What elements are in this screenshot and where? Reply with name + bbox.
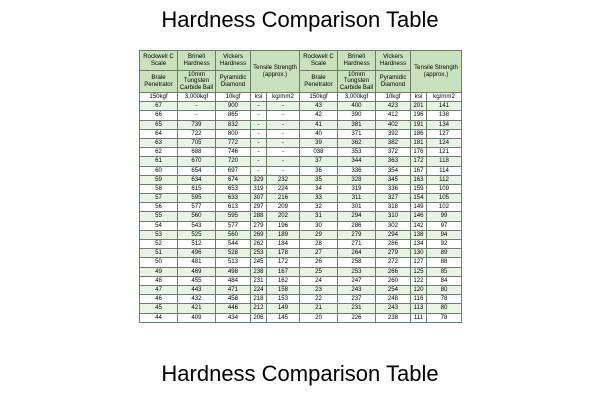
table-cell: 35 [300, 175, 338, 184]
table-cell: 121 [427, 148, 462, 157]
table-cell: 181 [411, 138, 427, 147]
table-row [140, 276, 462, 285]
table-cell: 412 [376, 111, 411, 120]
table-cell: 47 [140, 285, 178, 294]
table-cell: 78 [427, 313, 462, 322]
table-cell: 498 [216, 267, 251, 276]
table-cell: 22 [300, 295, 338, 304]
table-cell: 60 [140, 166, 178, 175]
table-cell: 55 [140, 212, 178, 221]
table-cell: 353 [338, 148, 376, 157]
table-cell: 163 [411, 175, 427, 184]
table-cell: 141 [427, 102, 462, 111]
table-body [140, 93, 462, 323]
table-cell: 484 [216, 276, 251, 285]
table-cell: 149 [267, 304, 300, 313]
table-cell: 302 [376, 221, 411, 230]
table-cell: 124 [427, 138, 462, 147]
table-cell: 336 [338, 166, 376, 175]
table-cell: 67 [140, 102, 178, 111]
table-cell: 670 [178, 157, 216, 166]
header-vickers-2: Vickers Hardness [376, 51, 411, 71]
header-tensile: Tensile Strength (approx.) [251, 51, 300, 93]
table-cell: 63 [140, 138, 178, 147]
table-cell: 363 [376, 157, 411, 166]
table-cell: 109 [427, 184, 462, 193]
table-cell: 59 [140, 175, 178, 184]
table-row [140, 285, 462, 294]
table-cell: 238 [251, 267, 267, 276]
table-row [140, 203, 462, 212]
table-cell: 167 [411, 166, 427, 175]
table-cell: 23 [300, 285, 338, 294]
header-rockwell: Rockwell C Scale [140, 51, 178, 71]
table-cell: 253 [251, 249, 267, 258]
header-ball-2: 10mm Tungsten Carbide Ball [338, 71, 376, 93]
table-cell: 209 [267, 203, 300, 212]
table-cell: 865 [216, 111, 251, 120]
table-cell: 253 [338, 267, 376, 276]
table-cell: 118 [427, 157, 462, 166]
table-cell: 722 [178, 129, 216, 138]
unit-cell: kg/mm2 [267, 93, 300, 102]
unit-cell: 3,000kgf [338, 93, 376, 102]
table-cell: 262 [251, 240, 267, 249]
table-cell: 513 [216, 258, 251, 267]
table-cell: 297 [251, 203, 267, 212]
table-cell: 36 [300, 166, 338, 175]
table-cell: 243 [338, 285, 376, 294]
table-cell: 20 [300, 313, 338, 322]
table-cell: 49 [140, 267, 178, 276]
table-row [140, 230, 462, 239]
table-cell: 145 [267, 313, 300, 322]
table-row [140, 194, 462, 203]
table-cell: 528 [216, 249, 251, 258]
table-cell: 99 [427, 212, 462, 221]
table-cell: 134 [411, 240, 427, 249]
table-cell: 288 [251, 212, 267, 221]
table-cell: - [178, 111, 216, 120]
table-cell: 58 [140, 184, 178, 193]
table-cell: 41 [300, 120, 338, 129]
table-cell: 409 [178, 313, 216, 322]
table-cell: 371 [338, 129, 376, 138]
table-row [140, 249, 462, 258]
table-cell: 260 [376, 276, 411, 285]
table-cell: 138 [411, 230, 427, 239]
table-cell: 37 [300, 157, 338, 166]
table-cell: 560 [178, 212, 216, 221]
table-cell: 269 [251, 230, 267, 239]
table-cell: 294 [338, 212, 376, 221]
table-cell: - [267, 157, 300, 166]
table-cell: 27 [300, 249, 338, 258]
unit-cell: 10kgf [216, 93, 251, 102]
table-row [140, 120, 462, 129]
table-cell: 577 [178, 203, 216, 212]
table-cell: 327 [376, 194, 411, 203]
table-cell: 595 [216, 212, 251, 221]
table-cell: 159 [411, 184, 427, 193]
table-cell: 127 [427, 129, 462, 138]
table-cell: 45 [140, 304, 178, 313]
table-cell: 122 [411, 276, 427, 285]
table-cell: 382 [376, 138, 411, 147]
table-cell: - [251, 138, 267, 147]
table-cell: 186 [411, 129, 427, 138]
table-cell: 772 [216, 138, 251, 147]
table-cell: - [251, 111, 267, 120]
table-cell: 142 [411, 221, 427, 230]
table-cell: 42 [300, 111, 338, 120]
table-cell: 80 [427, 285, 462, 294]
unit-cell: ksi [251, 93, 267, 102]
table-row [140, 157, 462, 166]
table-cell: 279 [251, 221, 267, 230]
table-cell: 212 [251, 304, 267, 313]
table-cell: 34 [300, 184, 338, 193]
table-cell: 800 [216, 129, 251, 138]
table-cell: 232 [267, 175, 300, 184]
table-cell: 264 [338, 249, 376, 258]
table-row [140, 212, 462, 221]
table-cell: 390 [338, 111, 376, 120]
unit-cell: kg/mm2 [427, 93, 462, 102]
table-cell: 832 [216, 120, 251, 129]
table-cell: 688 [178, 148, 216, 157]
table-cell: 381 [338, 120, 376, 129]
table-cell: 125 [411, 267, 427, 276]
table-cell: 102 [427, 203, 462, 212]
table-cell: 446 [216, 304, 251, 313]
table-cell: 615 [178, 184, 216, 193]
table-cell: 258 [338, 258, 376, 267]
table-cell: 80 [427, 304, 462, 313]
table-cell: 172 [411, 157, 427, 166]
table-cell: - [267, 129, 300, 138]
table-cell: 279 [338, 230, 376, 239]
table-cell: 149 [411, 203, 427, 212]
table-row [140, 138, 462, 147]
table-cell: 105 [427, 194, 462, 203]
table-cell: 57 [140, 194, 178, 203]
unit-cell: 150kgf [300, 93, 338, 102]
table-row [140, 304, 462, 313]
table-cell: 206 [251, 313, 267, 322]
table-cell: 286 [338, 221, 376, 230]
table-row [140, 221, 462, 230]
table-cell: 481 [178, 258, 216, 267]
table-row [140, 102, 462, 111]
table-cell: 33 [300, 194, 338, 203]
table-cell: 52 [140, 240, 178, 249]
unit-cell: 3,000kgf [178, 93, 216, 102]
table-cell: 24 [300, 276, 338, 285]
table-row [140, 258, 462, 267]
table-cell: 201 [411, 102, 427, 111]
table-cell: 254 [376, 285, 411, 294]
table-cell: 89 [427, 249, 462, 258]
table-cell: 153 [267, 295, 300, 304]
table-cell: 311 [338, 194, 376, 203]
table-cell: 362 [338, 138, 376, 147]
table-cell: 44 [140, 313, 178, 322]
table-cell: 62 [140, 148, 178, 157]
table-cell: 900 [216, 102, 251, 111]
table-cell: 248 [376, 295, 411, 304]
table-cell: 25 [300, 267, 338, 276]
table-cell: 443 [178, 285, 216, 294]
header-brale-2: Brale Penetrator [300, 71, 338, 93]
table-cell: 61 [140, 157, 178, 166]
table-cell: 54 [140, 221, 178, 230]
table-cell: 112 [427, 175, 462, 184]
table-cell: 43 [300, 102, 338, 111]
table-cell: 654 [178, 166, 216, 175]
header-brinell-2: Brinell Hardness [338, 51, 376, 71]
table-cell: 319 [338, 184, 376, 193]
table-cell: 595 [178, 194, 216, 203]
table-cell: 231 [251, 276, 267, 285]
table-cell: 154 [411, 194, 427, 203]
table-cell: 272 [376, 258, 411, 267]
table-cell: 116 [411, 295, 427, 304]
table-cell: 56 [140, 203, 178, 212]
table-cell: 21 [300, 304, 338, 313]
table-cell: 224 [267, 184, 300, 193]
hardness-comparison-table [139, 50, 462, 323]
table-cell: 191 [411, 120, 427, 129]
table-cell: 328 [338, 175, 376, 184]
table-cell: - [251, 102, 267, 111]
table-cell: 674 [216, 175, 251, 184]
table-cell: 421 [178, 304, 216, 313]
table-cell: 113 [411, 304, 427, 313]
table-row [140, 184, 462, 193]
table-cell: 525 [178, 230, 216, 239]
table-cell: 26 [300, 258, 338, 267]
table-cell: 402 [376, 120, 411, 129]
table-cell: 202 [267, 212, 300, 221]
table-cell: 48 [140, 276, 178, 285]
table-cell: 28 [300, 240, 338, 249]
table-cell: - [251, 148, 267, 157]
table-cell: 633 [216, 194, 251, 203]
unit-cell: ksi [411, 93, 427, 102]
table-cell: 237 [338, 295, 376, 304]
table-cell: 50 [140, 258, 178, 267]
table-cell: 634 [178, 175, 216, 184]
table-cell: 120 [411, 285, 427, 294]
table-cell: 64 [140, 129, 178, 138]
header-diamond-2: Pyramidic Diamond [376, 71, 411, 93]
table-cell: 196 [411, 111, 427, 120]
table-cell: 40 [300, 129, 338, 138]
table-cell: 97 [427, 221, 462, 230]
table-cell: 469 [178, 267, 216, 276]
table-cell: 146 [411, 212, 427, 221]
table-cell: 286 [376, 240, 411, 249]
table-cell: 613 [216, 203, 251, 212]
table-cell: - [267, 148, 300, 157]
table-cell: 111 [411, 313, 427, 322]
table-cell: 247 [338, 276, 376, 285]
unit-cell: 150kgf [140, 93, 178, 102]
table-cell: 224 [251, 285, 267, 294]
table-cell: 344 [338, 157, 376, 166]
header-tensile-2: Tensile Strength (approx.) [411, 51, 462, 93]
table-cell: - [251, 166, 267, 175]
table-cell: 162 [267, 276, 300, 285]
table-cell: 560 [216, 230, 251, 239]
table-cell: 336 [376, 184, 411, 193]
table-cell: 432 [178, 295, 216, 304]
table-row [140, 295, 462, 304]
table-cell: 84 [427, 276, 462, 285]
table-cell: - [251, 129, 267, 138]
header-diamond: Pyramidic Diamond [216, 71, 251, 93]
table-cell: 434 [216, 313, 251, 322]
header-rockwell-2: Rockwell C Scale [300, 51, 338, 71]
table-cell: 329 [251, 175, 267, 184]
table-cell: 310 [376, 212, 411, 221]
header-vickers: Vickers Hardness [216, 51, 251, 71]
table-cell: 705 [178, 138, 216, 147]
table-header [140, 51, 462, 93]
table-cell: - [251, 120, 267, 129]
table-cell: 53 [140, 230, 178, 239]
table-cell: - [251, 157, 267, 166]
header-brale: Brale Penetrator [140, 71, 178, 93]
page-title-bottom: Hardness Comparison Table [161, 361, 439, 386]
table-cell: 32 [300, 203, 338, 212]
table-cell: 94 [427, 230, 462, 239]
table-cell: 134 [427, 120, 462, 129]
table-cell: 543 [178, 221, 216, 230]
units-row [140, 93, 462, 102]
table-cell: 78 [427, 295, 462, 304]
table-row [140, 175, 462, 184]
table-cell: 301 [338, 203, 376, 212]
table-cell: 196 [267, 221, 300, 230]
table-cell: 372 [376, 148, 411, 157]
table-cell: 423 [376, 102, 411, 111]
table-cell: - [267, 111, 300, 120]
table-row [140, 240, 462, 249]
unit-cell: 10kgf [376, 93, 411, 102]
table-cell: 392 [376, 129, 411, 138]
table-cell: 471 [216, 285, 251, 294]
table-cell: - [267, 120, 300, 129]
table-cell: 172 [267, 258, 300, 267]
table-cell: 158 [267, 285, 300, 294]
table-row [140, 111, 462, 120]
table-cell: 720 [216, 157, 251, 166]
table-row [140, 129, 462, 138]
table-cell: 739 [178, 120, 216, 129]
table-cell: 92 [427, 240, 462, 249]
table-cell: 31 [300, 212, 338, 221]
table-cell: 114 [427, 166, 462, 175]
table-cell: 294 [376, 230, 411, 239]
header-brinell: Brinell Hardness [178, 51, 216, 71]
table-cell: 218 [251, 295, 267, 304]
table-cell: 455 [178, 276, 216, 285]
table-cell: 319 [251, 184, 267, 193]
table-cell: 176 [411, 148, 427, 157]
table-cell: 266 [376, 267, 411, 276]
table-cell: 496 [178, 249, 216, 258]
header-ball: 10mm Tungsten Carbide Ball [178, 71, 216, 93]
table-cell: - [267, 166, 300, 175]
table-cell: - [178, 102, 216, 111]
table-cell: 138 [427, 111, 462, 120]
table-cell: 038 [300, 148, 338, 157]
table-row [140, 267, 462, 276]
table-cell: 231 [338, 304, 376, 313]
table-cell: 512 [178, 240, 216, 249]
table-cell: 400 [338, 102, 376, 111]
hardness-table-container [139, 50, 461, 348]
table-cell: 697 [216, 166, 251, 175]
table-cell: 245 [251, 258, 267, 267]
table-cell: 29 [300, 230, 338, 239]
table-cell: 88 [427, 258, 462, 267]
table-cell: - [267, 138, 300, 147]
table-cell: 746 [216, 148, 251, 157]
page-title-top: Hardness Comparison Table [161, 7, 439, 32]
table-cell: 243 [376, 304, 411, 313]
table-cell: - [267, 102, 300, 111]
table-cell: 354 [376, 166, 411, 175]
table-cell: 30 [300, 221, 338, 230]
table-cell: 544 [216, 240, 251, 249]
table-cell: 178 [267, 249, 300, 258]
table-cell: 345 [376, 175, 411, 184]
table-row [140, 166, 462, 175]
table-cell: 85 [427, 267, 462, 276]
table-cell: 577 [216, 221, 251, 230]
table-cell: 271 [338, 240, 376, 249]
table-cell: 167 [267, 267, 300, 276]
table-cell: 653 [216, 184, 251, 193]
table-cell: 51 [140, 249, 178, 258]
table-row [140, 148, 462, 157]
table-cell: 46 [140, 295, 178, 304]
table-cell: 307 [251, 194, 267, 203]
table-cell: 226 [338, 313, 376, 322]
table-cell: 216 [267, 194, 300, 203]
table-cell: 39 [300, 138, 338, 147]
table-cell: 66 [140, 111, 178, 120]
table-cell: 127 [411, 258, 427, 267]
table-cell: 130 [411, 249, 427, 258]
table-cell: 318 [376, 203, 411, 212]
table-cell: 65 [140, 120, 178, 129]
table-cell: 279 [376, 249, 411, 258]
table-cell: 458 [216, 295, 251, 304]
table-cell: 184 [267, 240, 300, 249]
table-row [140, 313, 462, 322]
table-cell: 189 [267, 230, 300, 239]
table-cell: 238 [376, 313, 411, 322]
